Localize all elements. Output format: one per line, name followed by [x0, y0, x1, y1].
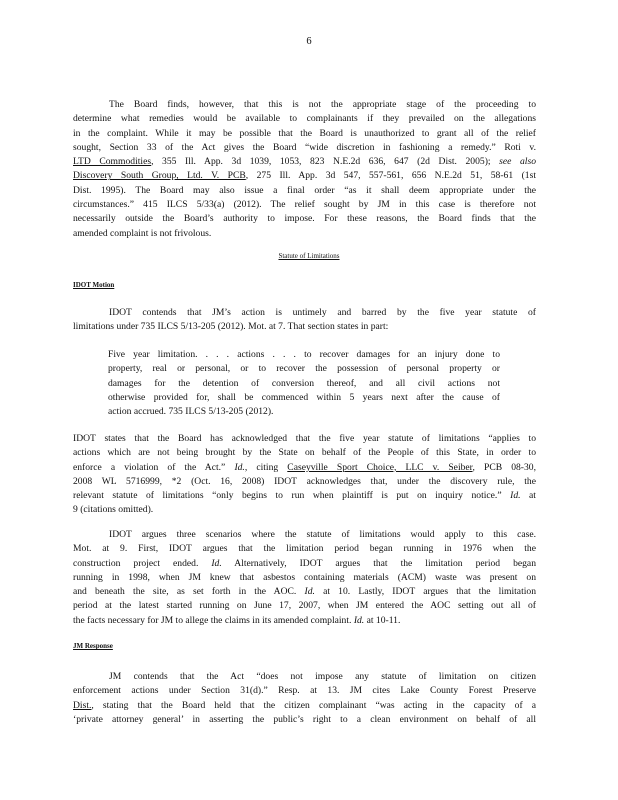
signal-see-also: see also [499, 156, 536, 168]
text-line: relevant statute of limitations “only begins to run when plaintiff is put on inquiry notice.” Id. at [73, 490, 536, 502]
text-line: enforce a violation of the Act.” Id., citing Caseyville Sport Choice, LLC v. Seiber, PCB 08-30, [73, 461, 536, 473]
quote-line: otherwise provided for, shall be commenced within 5 years next after the cause of [108, 391, 500, 403]
section-heading-statute-of-limitations: Statute of Limitations [278, 252, 340, 260]
text-line: construction project ended. Id. Alternatively, IDOT argues that the limitation period began [73, 557, 536, 569]
paragraph-idot-contends [73, 306, 536, 335]
text-line: Mot. at 9. First, IDOT argues that the limitation period began running in 1976 when the [73, 543, 536, 555]
text-line: Dist. 1995). The Board may also issue a final order “as it shall deem appropriate under the [73, 184, 536, 196]
text-line: necessarily outside the Board’s authority to impose. For these reasons, the Board finds that the [73, 213, 536, 225]
citation-text: , 355 Ill. App. 3d 1039, 1053, 823 N.E.2d 636, 647 (2d Dist. 2005); [151, 156, 491, 168]
case-name: Discovery South Group, Ltd. V. PCB [73, 170, 246, 182]
id-citation: Id. [510, 490, 521, 502]
quote-line: Five year limitation. . . . actions . . . to recover damages for an injury done to [108, 349, 500, 360]
paragraph-jm-contends [73, 670, 536, 727]
block-quote-statute [108, 348, 500, 419]
citation-text: , 275 Ill. App. 3d 547, 557-561, 656 N.E.2d 51, 58-61 (1st [245, 170, 536, 182]
text-line: IDOT argues three scenarios where the statute of limitations would apply to this case. [109, 529, 536, 540]
quote-line: action accrued. 735 ILCS 5/13-205 (2012). [108, 406, 274, 418]
text-line: ‘private attorney general’ in asserting the public’s right to a clean environment on behalf of all [73, 713, 536, 725]
id-citation: Id. [304, 586, 315, 598]
text-line [73, 155, 536, 169]
text-line: amended complaint is not frivolous. [73, 227, 212, 239]
paragraph-idot-argues [73, 528, 536, 628]
text-line: 9 (citations omitted). [73, 504, 154, 516]
text-line: in the complaint. While it may be possible that the Board is unauthorized to grant all of the relief [73, 127, 536, 139]
text-line: period at the latest started running on June 17, 2007, when JM entered the AOC setting out all of [73, 600, 536, 612]
text-line: limitations under 735 ILCS 5/13-205 (2012). Mot. at 7. That section states in part: [73, 321, 389, 333]
text-line [73, 169, 536, 183]
text-line: JM contends that the Act “does not impose any statute of limitation on citizen [109, 671, 536, 682]
page-number: 6 [306, 36, 312, 47]
text-line: sought, Section 33 of the Act gives the Board “wide discretion in fashioning a remedy.” Roti v. [73, 141, 536, 153]
text-line: The Board finds, however, that this is not the appropriate stage of the proceeding to [109, 99, 536, 110]
case-name: LTD Commodities [73, 156, 152, 168]
id-citation: Id. [234, 461, 245, 473]
text-line: 2008 WL 5716999, *2 (Oct. 16, 2008) IDOT acknowledges that, under the discovery rule, the [73, 475, 536, 487]
text-line: IDOT states that the Board has acknowledged that the five year statute of limitations “applies to [73, 433, 536, 444]
text-line: enforcement actions under Section 31(d).” Resp. at 13. JM cites Lake County Forest Preserve [73, 685, 536, 697]
case-name: Dist. [73, 699, 92, 711]
text-line: circumstances.” 415 ILCS 5/33(a) (2012). The relief sought by JM in this case is therefore not [73, 199, 536, 211]
text-line: Dist., stating that the Board held that the citizen complainant “was acting in the capacity of a [73, 699, 536, 711]
text-line: running in 1998, when JM knew that asbestos containing materials (ACM) waste was present on [73, 571, 536, 583]
text-line: the facts necessary for JM to allege the claims in its amended complaint. Id. at 10-11. [73, 614, 401, 626]
id-citation: Id. [353, 614, 365, 626]
case-name: Caseyville Sport Choice, LLC v. Seiber [287, 461, 473, 473]
quote-line: property, real or personal, or to recover the possession of personal property or [108, 363, 500, 375]
text-line: IDOT contends that JM’s action is untimely and barred by the five year statute of [109, 307, 536, 318]
subheading-jm-response: JM Response [73, 642, 113, 650]
text-line: actions which are not being brought by the State on behalf of the People of this State, in order to [73, 447, 536, 459]
paragraph-board-finds [73, 98, 536, 241]
quote-line: damages for the detention of conversion thereof, and all civil actions not [108, 377, 500, 389]
text-line: and beneath the site, as set forth in the AOC. Id. at 10. Lastly, IDOT argues that the limitation [73, 586, 536, 598]
paragraph-idot-states [73, 432, 536, 518]
text-line: determine what remedies would be available to complainants if they prevailed on the allegations [73, 113, 536, 125]
subheading-idot-motion: IDOT Motion [73, 281, 115, 289]
id-citation: Id. [211, 557, 222, 569]
